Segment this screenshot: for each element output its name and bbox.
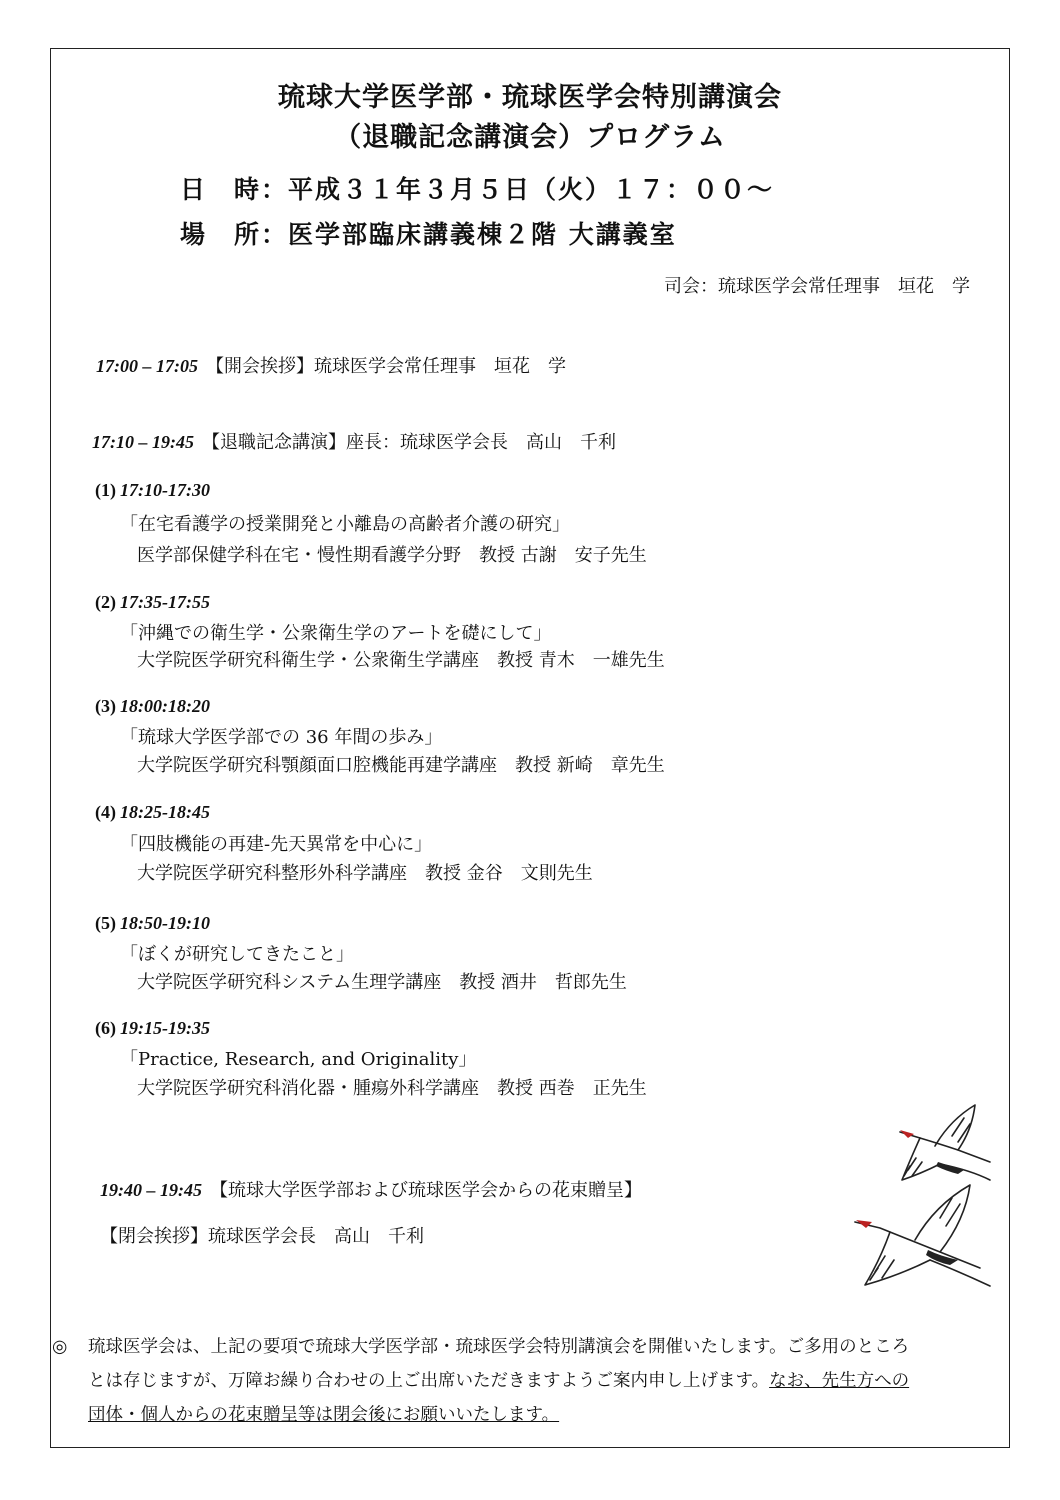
lecture-4-title: 「四肢機能の再建-先天異常を中心に」 <box>120 834 433 855</box>
flowers-text: 【琉球大学医学部および琉球医学会からの花束贈呈】 <box>210 1180 642 1201</box>
lecture-2-time: 17:35-17:55 <box>120 592 210 612</box>
lecture-3-number: (3) <box>95 696 116 716</box>
lecture-6-speaker: 大学院医学研究科消化器・腫瘍外科学講座 教授 西巻 正先生 <box>137 1078 647 1099</box>
lecture-2-heading <box>95 592 218 613</box>
opening-line <box>96 352 566 378</box>
lecture-2-speaker: 大学院医学研究科衛生学・公衆衛生学講座 教授 青木 一雄先生 <box>137 650 665 671</box>
lecture-5-heading <box>95 913 218 934</box>
lecture-6-number: (6) <box>95 1018 116 1038</box>
title-line-1: 琉球大学医学部・琉球医学会特別講演会 <box>278 82 782 113</box>
title-line-2: （退職記念講演会）プログラム <box>334 122 726 153</box>
notice-line-2a: とは存じますが、万障お繰り合わせの上ご出席いただきますようご案内申し上げます。 <box>88 1371 770 1391</box>
lecture-4-time: 18:25-18:45 <box>120 802 210 822</box>
lecture-6-title: 「Practice, Research, and Originality」 <box>120 1049 477 1070</box>
lecture-3-title: 「琉球大学医学部での 36 年間の歩み」 <box>120 727 443 748</box>
lecture-6-time: 19:15-19:35 <box>120 1018 210 1038</box>
event-place: 場 所：医学部臨床講義棟２階 大講義室 <box>180 220 677 249</box>
lecture-1-speaker: 医学部保健学科在宅・慢性期看護学分野 教授 古謝 安子先生 <box>137 545 647 566</box>
lecture-1-number: (1) <box>95 480 116 500</box>
notice-line-3: 団体・個人からの花束贈呈等は閉会後にお願いいたします。 <box>88 1405 560 1425</box>
notice-mark: ◎ <box>52 1337 68 1357</box>
notice-line-2 <box>88 1364 1002 1398</box>
closing-line: 【閉会挨拶】琉球医学会長 高山 千利 <box>100 1226 424 1247</box>
lecture-2-title: 「沖縄での衛生学・公衆衛生学のアートを礎にして」 <box>120 623 552 644</box>
lectures-header-text: 【退職記念講演】座長：琉球医学会長 高山 千利 <box>202 432 616 453</box>
lecture-3-time: 18:00:18:20 <box>120 696 210 716</box>
event-datetime: 日 時：平成３１年３月５日（火）１７：００～ <box>180 175 775 204</box>
lectures-header-line <box>92 428 616 454</box>
lecture-4-number: (4) <box>95 802 116 822</box>
flowers-time: 19:40 – 19:45 <box>100 1180 202 1200</box>
opening-text: 【開会挨拶】琉球医学会常任理事 垣花 学 <box>206 356 566 377</box>
lecture-4-speaker: 大学院医学研究科整形外科学講座 教授 金谷 文則先生 <box>137 863 593 884</box>
lecture-3-speaker: 大学院医学研究科顎顔面口腔機能再建学講座 教授 新崎 章先生 <box>137 755 665 776</box>
lecture-3-heading <box>95 696 218 717</box>
flowers-line <box>100 1176 642 1202</box>
lecture-5-number: (5) <box>95 913 116 933</box>
notice-block <box>52 1330 1002 1432</box>
lecture-5-title: 「ぼくが研究してきたこと」 <box>120 944 354 965</box>
lectures-header-time: 17:10 – 19:45 <box>92 432 194 452</box>
lecture-1-heading <box>95 480 218 501</box>
notice-line-2b: なお、先生方への <box>769 1371 910 1391</box>
lecture-1-title: 「在宅看護学の授業開発と小離島の高齢者介護の研究」 <box>120 514 570 535</box>
lecture-6-heading <box>95 1018 218 1039</box>
notice-line-1: 琉球医学会は、上記の要項で琉球大学医学部・琉球医学会特別講演会を開催いたします。ご多用のところ <box>88 1337 910 1357</box>
host-line: 司会：琉球医学会常任理事 垣花 学 <box>664 276 970 297</box>
lecture-5-time: 18:50-19:10 <box>120 913 210 933</box>
lecture-5-speaker: 大学院医学研究科システム生理学講座 教授 酒井 哲郎先生 <box>137 972 627 993</box>
crane-illustration <box>840 1100 1010 1300</box>
lecture-2-number: (2) <box>95 592 116 612</box>
opening-time: 17:00 – 17:05 <box>96 356 198 376</box>
lecture-1-time: 17:10-17:30 <box>120 480 210 500</box>
lecture-4-heading <box>95 802 218 823</box>
